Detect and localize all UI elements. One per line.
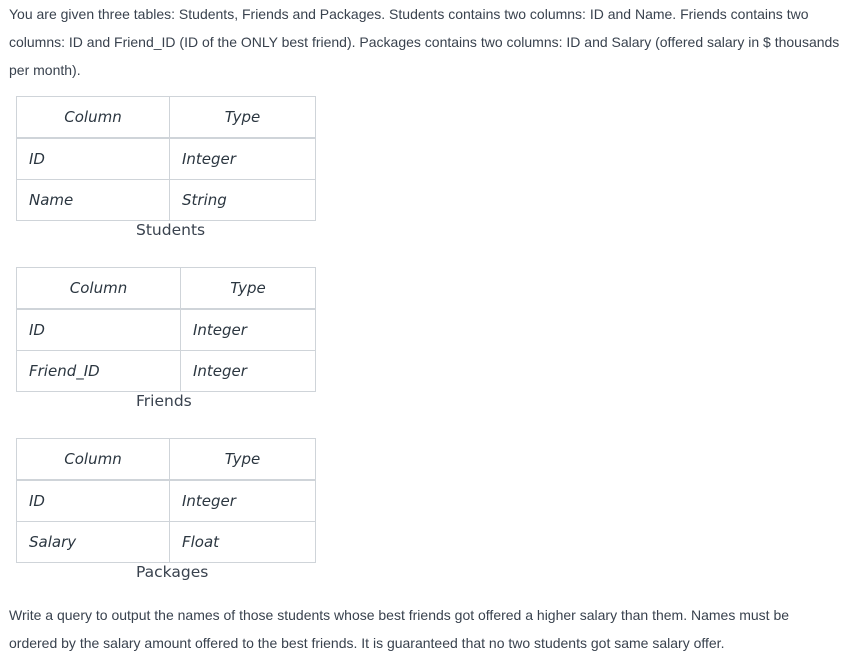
students-table bbox=[16, 96, 316, 221]
column-name-cell: ID bbox=[17, 480, 170, 522]
table-row bbox=[17, 522, 316, 563]
column-name-cell: Name bbox=[17, 180, 170, 221]
type-header: Type bbox=[170, 439, 316, 481]
table-row bbox=[17, 180, 316, 221]
table-row bbox=[17, 309, 316, 351]
column-header: Column bbox=[17, 97, 170, 139]
column-header: Column bbox=[17, 268, 181, 310]
column-type-cell: Integer bbox=[181, 351, 316, 392]
students-table-caption: Students bbox=[136, 221, 206, 239]
type-header: Type bbox=[170, 97, 316, 139]
column-type-cell: Integer bbox=[170, 480, 316, 522]
table-row bbox=[17, 138, 316, 180]
column-type-cell: Integer bbox=[170, 138, 316, 180]
column-name-cell: ID bbox=[17, 309, 181, 351]
friends-table-caption: Friends bbox=[136, 392, 192, 410]
table-row bbox=[17, 480, 316, 522]
column-name-cell: ID bbox=[17, 138, 170, 180]
table-header-row bbox=[17, 439, 316, 481]
column-type-cell: String bbox=[170, 180, 316, 221]
column-name-cell: Friend_ID bbox=[17, 351, 181, 392]
table-row bbox=[17, 351, 316, 392]
column-header: Column bbox=[17, 439, 170, 481]
friends-table bbox=[16, 267, 316, 392]
packages-table bbox=[16, 438, 316, 563]
column-type-cell: Float bbox=[170, 522, 316, 563]
problem-task-text: Write a query to output the names of those students whose best friends got offered a higher salary than them. Names must be ordered by the salary amount offered to the best friends. It is guaranteed that no two students got same salary offer. bbox=[9, 607, 790, 651]
column-type-cell: Integer bbox=[181, 309, 316, 351]
table-header-row bbox=[17, 97, 316, 139]
type-header: Type bbox=[181, 268, 316, 310]
packages-table-caption: Packages bbox=[136, 563, 209, 581]
problem-intro-text: You are given three tables: Students, Friends and Packages. Students contains two columns: ID and Name. Friends contains two columns: ID and Friend_ID (ID of the ONLY best friend). Packages contains two columns: ID and Salary (offered salary in $ thousands per month). bbox=[9, 6, 840, 78]
table-header-row bbox=[17, 268, 316, 310]
column-name-cell: Salary bbox=[17, 522, 170, 563]
